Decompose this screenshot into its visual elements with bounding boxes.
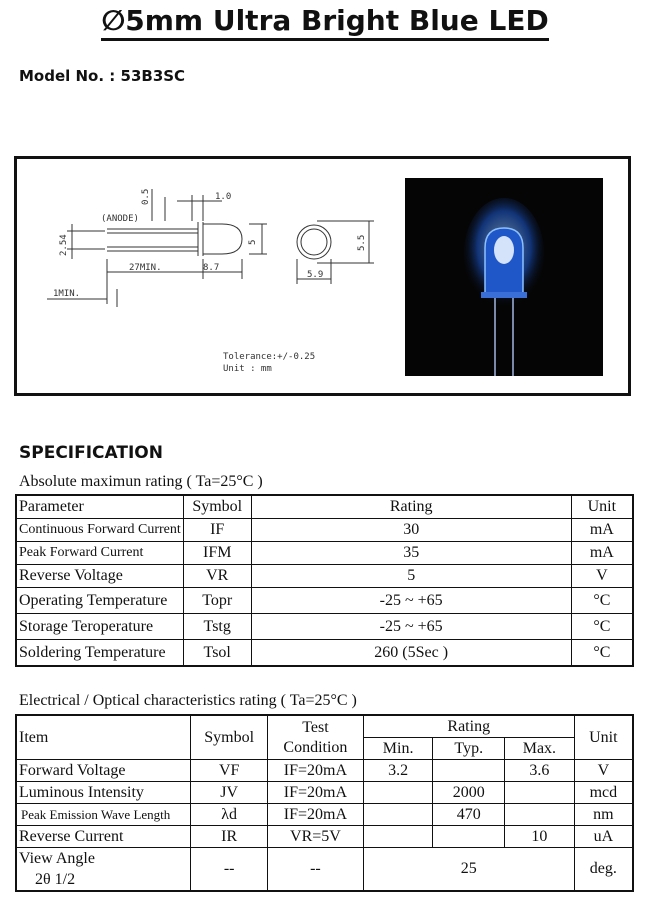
min-cell <box>363 804 433 826</box>
unit-cell: mA <box>571 519 633 542</box>
table-row <box>16 782 633 804</box>
header-test-line1: Test <box>302 718 329 736</box>
header-typ: Typ. <box>433 738 505 760</box>
dim-2-54: 2.54 <box>59 234 69 256</box>
unit-note: Unit : mm <box>223 364 272 374</box>
led-front-lens <box>301 229 327 255</box>
min-cell: 3.2 <box>363 760 433 782</box>
item-cell: Peak Emission Wave Length <box>16 804 191 826</box>
table-row <box>16 614 633 640</box>
param-cell: Peak Forward Current <box>16 542 183 565</box>
symbol-cell: IF <box>183 519 251 542</box>
symbol-cell: VR <box>183 565 251 588</box>
table-row <box>16 804 633 826</box>
max-cell: 10 <box>505 826 575 848</box>
view-angle-line1: View Angle <box>19 849 95 867</box>
unit-cell: °C <box>571 640 633 667</box>
param-cell: Continuous Forward Current <box>16 519 183 542</box>
header-parameter: Parameter <box>16 495 183 519</box>
min-cell <box>363 826 433 848</box>
dim-1min: 1MIN. <box>53 289 81 299</box>
unit-cell: mA <box>571 542 633 565</box>
header-unit: Unit <box>574 715 633 760</box>
table-row <box>16 640 633 667</box>
param-cell: Storage Teroperature <box>16 614 183 640</box>
dimension-drawing <box>17 159 387 393</box>
typ-cell: 2000 <box>433 782 505 804</box>
header-max: Max. <box>505 738 575 760</box>
table-row <box>16 826 633 848</box>
rating-cell: -25 ~ +65 <box>251 588 571 614</box>
table-row <box>16 519 633 542</box>
table-header-row <box>16 715 633 738</box>
unit-cell: deg. <box>574 848 633 892</box>
min-cell <box>363 782 433 804</box>
symbol-cell: -- <box>191 848 268 892</box>
header-item: Item <box>16 715 191 760</box>
header-rating: Rating <box>251 495 571 519</box>
header-unit: Unit <box>571 495 633 519</box>
max-cell: 3.6 <box>505 760 575 782</box>
drawing-panel <box>14 156 631 396</box>
condition-cell: -- <box>268 848 364 892</box>
condition-cell: IF=20mA <box>268 804 364 826</box>
rating-cell: 5 <box>251 565 571 588</box>
absolute-rating-caption: Absolute maximun rating ( Ta=25°C ) <box>19 473 263 490</box>
symbol-cell: IFM <box>183 542 251 565</box>
condition-cell: VR=5V <box>268 826 364 848</box>
header-test-line2: Condition <box>283 738 348 756</box>
page-title <box>0 4 650 37</box>
dim-8-7: 8.7 <box>203 263 220 273</box>
tolerance-note: Tolerance:+/-0.25 <box>223 352 316 362</box>
unit-cell: uA <box>574 826 633 848</box>
absolute-rating-table <box>15 494 634 667</box>
dim-5: 5 <box>248 239 258 245</box>
symbol-cell: λd <box>191 804 268 826</box>
typ-cell: 470 <box>433 804 505 826</box>
param-cell: Reverse Voltage <box>16 565 183 588</box>
electrical-rating-caption: Electrical / Optical characteristics rating ( Ta=25°C ) <box>19 692 357 709</box>
model-number: Model No. : 53B3SC <box>19 67 186 85</box>
unit-cell: V <box>574 760 633 782</box>
table-row <box>16 542 633 565</box>
param-cell: Operating Temperature <box>16 588 183 614</box>
rating-cell: 30 <box>251 519 571 542</box>
max-cell <box>505 782 575 804</box>
specification-heading: SPECIFICATION <box>19 443 163 463</box>
unit-cell: °C <box>571 614 633 640</box>
dim-5-5: 5.5 <box>357 234 367 251</box>
symbol-cell: VF <box>191 760 268 782</box>
header-rating: Rating <box>363 715 574 738</box>
dim-5-9: 5.9 <box>307 270 324 280</box>
symbol-cell: JV <box>191 782 268 804</box>
dim-0-5: 0.5 <box>141 188 151 205</box>
item-cell: Forward Voltage <box>16 760 191 782</box>
table-row <box>16 588 633 614</box>
unit-cell: nm <box>574 804 633 826</box>
header-symbol: Symbol <box>191 715 268 760</box>
dim-27min: 27MIN. <box>129 263 162 273</box>
param-cell: Soldering Temperature <box>16 640 183 667</box>
unit-cell: °C <box>571 588 633 614</box>
symbol-cell: Tstg <box>183 614 251 640</box>
symbol-cell: Topr <box>183 588 251 614</box>
rating-cell: 260 (5Sec ) <box>251 640 571 667</box>
header-symbol: Symbol <box>183 495 251 519</box>
typ-cell <box>433 760 505 782</box>
header-test-condition <box>268 715 364 760</box>
typ-cell <box>433 826 505 848</box>
table-row <box>16 565 633 588</box>
led-photo <box>405 178 603 376</box>
rating-cell: -25 ~ +65 <box>251 614 571 640</box>
anode-label: (ANODE) <box>101 214 139 224</box>
unit-cell: mcd <box>574 782 633 804</box>
led-side-body <box>203 224 242 254</box>
table-header-row <box>16 495 633 519</box>
item-cell <box>16 848 191 892</box>
header-min: Min. <box>363 738 433 760</box>
item-cell: Luminous Intensity <box>16 782 191 804</box>
dim-1-0: 1.0 <box>215 192 232 202</box>
condition-cell: IF=20mA <box>268 782 364 804</box>
view-angle-line2: 2θ 1/2 <box>35 870 76 888</box>
rating-cell: 25 <box>363 848 574 892</box>
symbol-cell: IR <box>191 826 268 848</box>
electrical-rating-table <box>15 714 634 892</box>
page-title-text: ∅5mm Ultra Bright Blue LED <box>101 4 548 41</box>
condition-cell: IF=20mA <box>268 760 364 782</box>
symbol-cell: Tsol <box>183 640 251 667</box>
led-front-outline <box>297 225 331 259</box>
table-row <box>16 760 633 782</box>
unit-cell: V <box>571 565 633 588</box>
table-row <box>16 848 633 892</box>
max-cell <box>505 804 575 826</box>
rating-cell: 35 <box>251 542 571 565</box>
item-cell: Reverse Current <box>16 826 191 848</box>
